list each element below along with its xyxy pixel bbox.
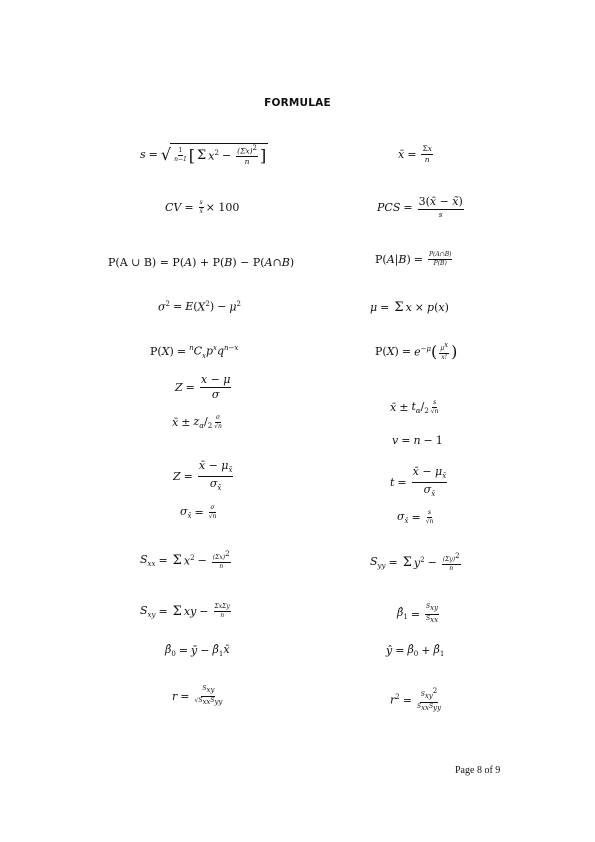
formula-syy: $S_{yy}$ = Σ $y^2$ − $\frac{(\Sigma y)^2}{n}$ xyxy=(370,552,460,573)
page-title: FORMULAE xyxy=(264,97,331,109)
formula-z-score: Z = $\frac{x - \mu}{\sigma}$ xyxy=(175,373,231,401)
formula-regression-line: ŷ = $\betâ_0$ + $\betâ_1$ xyxy=(386,643,445,659)
formula-addition-rule: P(A ∪ B) = P( A ) + P( B ) − P( A ∩ B ) xyxy=(108,256,295,269)
formula-z-sample-mean: Z = $\frac{x̄ - \mu_{x̄}}{\sigma_{x̄}}$ xyxy=(173,459,233,492)
formula-r-squared: $r^2$ = $\frac{S_{xy}^2}{S_{xx}S_{yy}}$ xyxy=(390,687,442,712)
formula-mean: x̄ = $\frac{\Sigma x}{n}$ xyxy=(398,144,432,164)
formula-correlation: r = $\frac{S_{xy}}{√S_{xx}S_{yy}}$ xyxy=(172,685,223,706)
formula-variance: $\sigma^2$ = E ( $X^2$ ) − $\mu^2$ xyxy=(158,300,241,314)
formula-t-sample-mean: t = $\frac{x̄ - \mu_{x̄}}{\sigma_{x̄}}$ xyxy=(390,465,447,498)
formula-standard-error-s: $\sigma_{x̄}$ = $\frac{s}{√n}$ xyxy=(397,509,434,526)
formula-poisson: P( X ) = $e^{-\mu}$ ( $\frac{\mu^x}{x!}$ ) xyxy=(375,341,458,362)
formula-standard-error-sigma: $\sigma_{x̄}$ = $\frac{\sigma}{√n}$ xyxy=(180,504,217,521)
formula-t-interval: x̄ ± $t_\alpha/_2$ $\frac{s}{√n}$ xyxy=(390,399,439,416)
formula-binomial: P( X ) = $^nC_xp^xq^{n-x}$ xyxy=(150,344,239,360)
formula-beta0: $\betâ_0$ = ȳ − $\betâ_1x̄$ xyxy=(165,643,230,659)
formula-sxy: $S_{xy}$ = Σ xy − $\frac{\text{ΣxΣy}}{n}$ xyxy=(140,603,230,620)
formula-expected-value: μ = Σ x × p ( x ) xyxy=(370,300,449,315)
formula-beta1: $\betâ_1$ = $\frac{S_{xy}}{S_{xx}}$ xyxy=(397,603,439,624)
page-number: Page 8 of 9 xyxy=(455,765,501,776)
formula-sxx: $S_{xx}$ = Σ $x^2$ − $\frac{(\Sigma x)^2}{n}$ xyxy=(140,550,230,571)
formula-conditional-probability: P( A | B ) = $\frac{P(A\cap B)}{P(B)}$ xyxy=(375,251,452,268)
formula-degrees-freedom: v = n − 1 xyxy=(392,434,443,447)
formula-z-interval: x̄ ± $z_\alpha/_2$ $\frac{\sigma}{√n}$ xyxy=(172,414,222,431)
formula-pearson-skewness: PCS = $\frac{3(x̄ - x̃)}{s}$ xyxy=(377,195,463,219)
formula-coefficient-variation: CV = $\frac{s}{x̄}$ × 100 xyxy=(165,199,240,216)
formula-std-dev: s = √ $\frac{1}{n-1}$ [ Σ $x^2$ − $\frac{(\Sigma x)^2}{n}$ ] xyxy=(140,144,267,167)
